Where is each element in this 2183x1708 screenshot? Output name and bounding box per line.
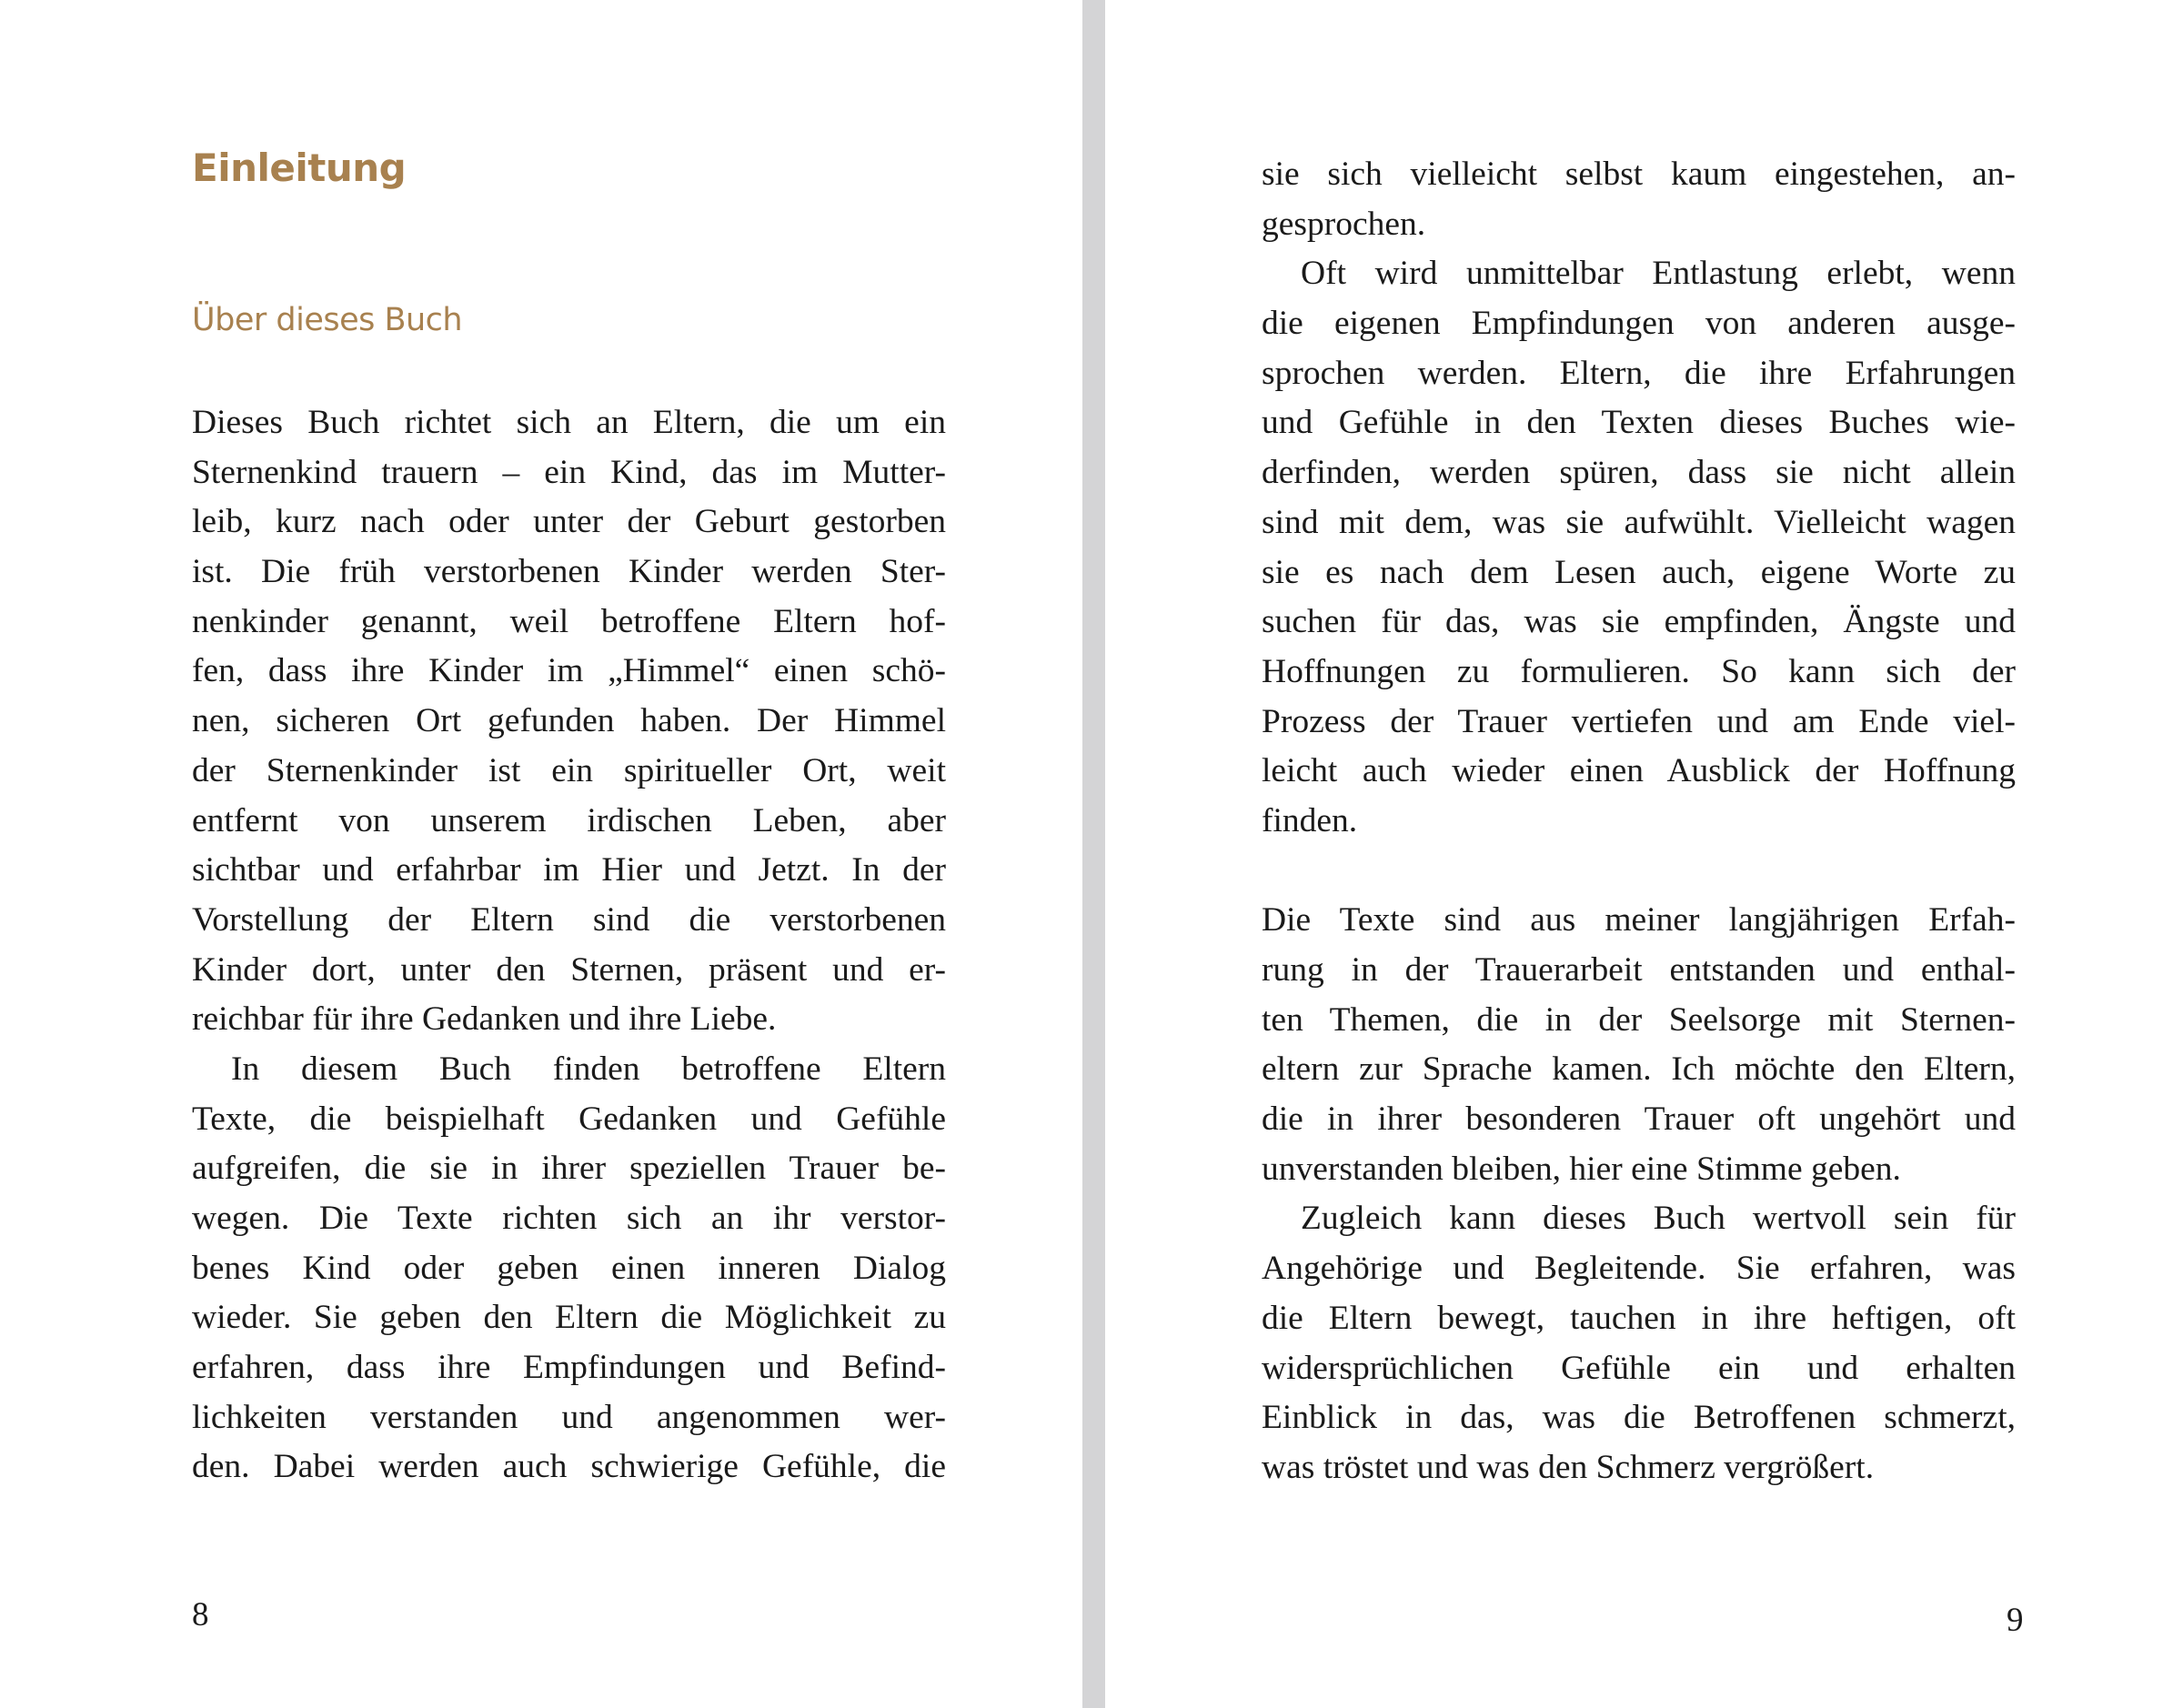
text-line: nenkinder genannt, weil betroffene Eltern hof- bbox=[192, 602, 946, 640]
paragraph bbox=[1262, 1194, 2016, 1492]
paragraph bbox=[1262, 896, 2016, 1194]
text-line: sie sich vielleicht selbst kaum eingestehen, an- bbox=[1262, 156, 2016, 193]
text-line: Oft wird unmittelbar Entlastung erlebt, wenn bbox=[1301, 255, 2016, 293]
page-gutter-divider bbox=[1082, 0, 1105, 1708]
text-line: nen, sicheren Ort gefunden haben. Der Himmel bbox=[192, 702, 946, 740]
text-line: widersprüchlichen Gefühle ein und erhalten bbox=[1262, 1349, 2016, 1387]
text-line: reichbar für ihre Gedanken und ihre Liebe. bbox=[192, 1000, 777, 1039]
text-line: erfahren, dass ihre Empfindungen und Befind- bbox=[192, 1349, 946, 1387]
text-line: benes Kind oder geben einen inneren Dialog bbox=[192, 1249, 946, 1287]
text-line: Prozess der Trauer vertiefen und am Ende viel- bbox=[1262, 702, 2016, 740]
text-line: der Sternenkinder ist ein spiritueller Ort, weit bbox=[192, 751, 946, 789]
text-line: Vorstellung der Eltern sind die verstorbenen bbox=[192, 900, 946, 939]
text-line: unverstanden bleiben, hier eine Stimme geben. bbox=[1262, 1150, 1901, 1188]
text-line: gesprochen. bbox=[1262, 205, 1426, 243]
text-line: aufgreifen, die sie in ihrer speziellen Trauer be- bbox=[192, 1150, 946, 1188]
text-line: Angehörige und Begleitende. Sie erfahren, was bbox=[1262, 1250, 2016, 1288]
text-line: die in ihrer besonderen Trauer oft ungehört und bbox=[1262, 1100, 2016, 1139]
text-line: sichtbar und erfahrbar im Hier und Jetzt. In der bbox=[192, 851, 946, 889]
left-page bbox=[0, 0, 1082, 1708]
page-number-left: 8 bbox=[192, 1596, 209, 1633]
text-line: Kinder dort, unter den Sternen, präsent und er- bbox=[192, 950, 946, 989]
text-line: die eigenen Empfindungen von anderen ausge- bbox=[1262, 305, 2016, 343]
paragraph bbox=[1262, 249, 2016, 846]
section-title: Über dieses Buch bbox=[192, 302, 463, 338]
paragraph bbox=[192, 398, 946, 1045]
text-line: sie es nach dem Lesen auch, eigene Worte zu bbox=[1262, 553, 2016, 591]
text-line: derfinden, werden spüren, dass sie nicht allein bbox=[1262, 454, 2016, 492]
text-line: Einblick in das, was die Betroffenen schmerzt, bbox=[1262, 1399, 2016, 1437]
text-line: leib, kurz nach oder unter der Geburt gestorben bbox=[192, 503, 946, 541]
text-line: leicht auch wieder einen Ausblick der Hoffnung bbox=[1262, 752, 2016, 790]
text-line: die Eltern bewegt, tauchen in ihre heftigen, oft bbox=[1262, 1299, 2016, 1337]
text-line: ten Themen, die in der Seelsorge mit Sternen- bbox=[1262, 1000, 2016, 1039]
page-number-right: 9 bbox=[2007, 1602, 2024, 1639]
text-line: In diesem Buch finden betroffene Eltern bbox=[231, 1050, 946, 1088]
text-line: rung in der Trauerarbeit entstanden und enthal- bbox=[1262, 951, 2016, 989]
text-line: Texte, die beispielhaft Gedanken und Gefühle bbox=[192, 1100, 946, 1138]
text-line: wegen. Die Texte richten sich an ihr verstor- bbox=[192, 1200, 946, 1237]
text-line: lichkeiten verstanden und angenommen wer- bbox=[192, 1398, 946, 1436]
paragraph-spacer bbox=[1262, 847, 2016, 897]
text-line: sprochen werden. Eltern, die ihre Erfahrungen bbox=[1262, 354, 2016, 392]
text-line: sind mit dem, was sie aufwühlt. Vielleicht wagen bbox=[1262, 503, 2016, 541]
paragraph bbox=[192, 1045, 946, 1492]
text-line: suchen für das, was sie empfinden, Ängste und bbox=[1262, 603, 2016, 641]
text-line: fen, dass ihre Kinder im „Himmel“ einen schö- bbox=[192, 652, 946, 690]
paragraph bbox=[1262, 150, 2016, 249]
text-line: und Gefühle in den Texten dieses Buches wie- bbox=[1262, 404, 2016, 442]
text-line: entfernt von unserem irdischen Leben, aber bbox=[192, 801, 946, 839]
text-line: ist. Die früh verstorbenen Kinder werden Ster- bbox=[192, 553, 946, 591]
text-line: Zugleich kann dieses Buch wertvoll sein für bbox=[1301, 1200, 2016, 1238]
text-line: Hoffnungen zu formulieren. So kann sich der bbox=[1262, 652, 2016, 690]
right-page bbox=[1105, 0, 2183, 1708]
text-line: Die Texte sind aus meiner langjährigen Erfah- bbox=[1262, 901, 2016, 939]
text-line: Dieses Buch richtet sich an Eltern, die um ein bbox=[192, 404, 946, 441]
text-line: wieder. Sie geben den Eltern die Möglichkeit zu bbox=[192, 1299, 946, 1337]
text-line: den. Dabei werden auch schwierige Gefühle, die bbox=[192, 1448, 946, 1486]
text-line: eltern zur Sprache kamen. Ich möchte den Eltern, bbox=[1262, 1050, 2016, 1089]
text-line: finden. bbox=[1262, 801, 1358, 839]
text-line: was tröstet und was den Schmerz vergrößert. bbox=[1262, 1448, 1875, 1486]
text-line: Sternenkind trauern – ein Kind, das im Mutter- bbox=[192, 453, 946, 491]
right-page-body bbox=[1262, 150, 2016, 1493]
left-page-body bbox=[192, 398, 946, 1492]
chapter-title: Einleitung bbox=[192, 146, 407, 190]
